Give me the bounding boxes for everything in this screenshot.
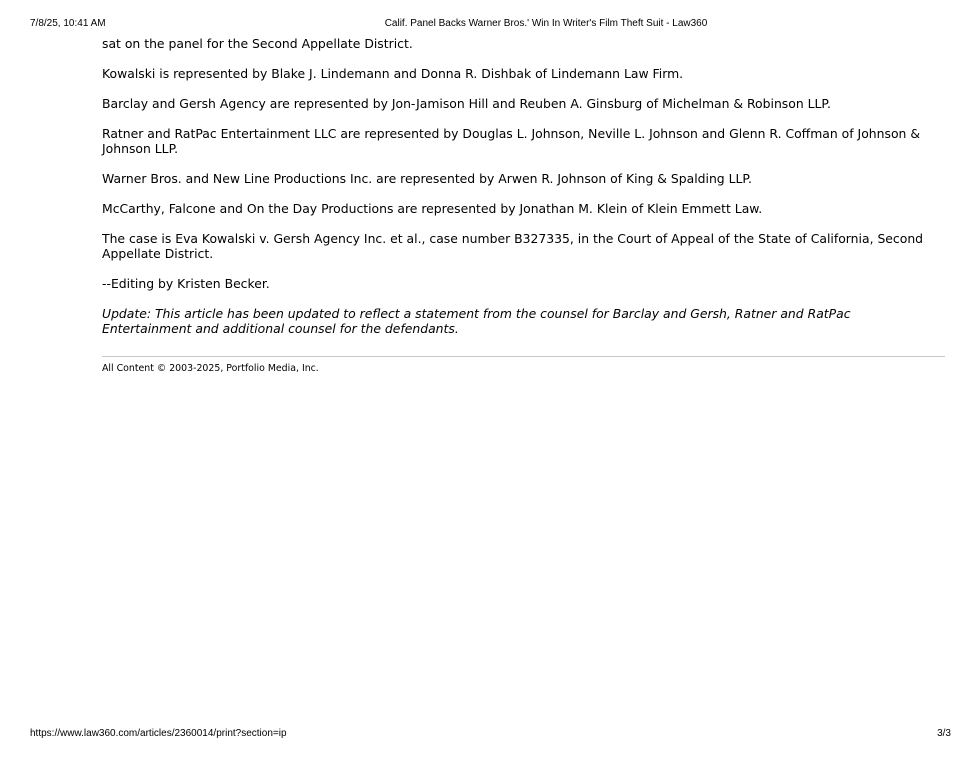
- article-paragraph: Barclay and Gersh Agency are represented by Jon-Jamison Hill and Reuben A. Ginsburg of Michelman & Robinson LLP.: [102, 96, 831, 111]
- article-paragraph: --Editing by Kristen Becker.: [102, 276, 270, 291]
- article-paragraph: Ratner and RatPac Entertainment LLC are represented by Douglas L. Johnson, Neville L. Johnson and Glenn R. Coffman of Johnson & Johnson LLP.: [102, 126, 920, 156]
- article-paragraph: The case is Eva Kowalski v. Gersh Agency Inc. et al., case number B327335, in the Court of Appeal of the State of California, Second Appellate District.: [102, 231, 924, 261]
- print-header-title: Calif. Panel Backs Warner Bros.' Win In Writer's Film Theft Suit - Law360: [384, 18, 708, 29]
- print-footer-url: https://www.law360.com/articles/2360014/print?section=ip: [30, 728, 287, 739]
- article-paragraph: Kowalski is represented by Blake J. Lindemann and Donna R. Dishbak of Lindemann Law Firm.: [102, 66, 684, 81]
- copyright-notice: All Content © 2003-2025, Portfolio Media, Inc.: [102, 363, 319, 374]
- print-header-datetime: 7/8/25, 10:41 AM: [30, 18, 106, 29]
- footer-divider: [102, 356, 945, 357]
- article-paragraph: sat on the panel for the Second Appellate District.: [102, 36, 413, 51]
- article-paragraph: McCarthy, Falcone and On the Day Productions are represented by Jonathan M. Klein of Klein Emmett Law.: [102, 201, 763, 216]
- article-paragraph: Warner Bros. and New Line Productions Inc. are represented by Arwen R. Johnson of King & Spalding LLP.: [102, 171, 752, 186]
- page-number: 3/3: [937, 728, 951, 739]
- article-body: [102, 36, 942, 351]
- update-note: Update: This article has been updated to reflect a statement from the counsel for Barclay and Gersh, Ratner and RatPac Entertainment and additional counsel for the defendants.: [102, 306, 851, 336]
